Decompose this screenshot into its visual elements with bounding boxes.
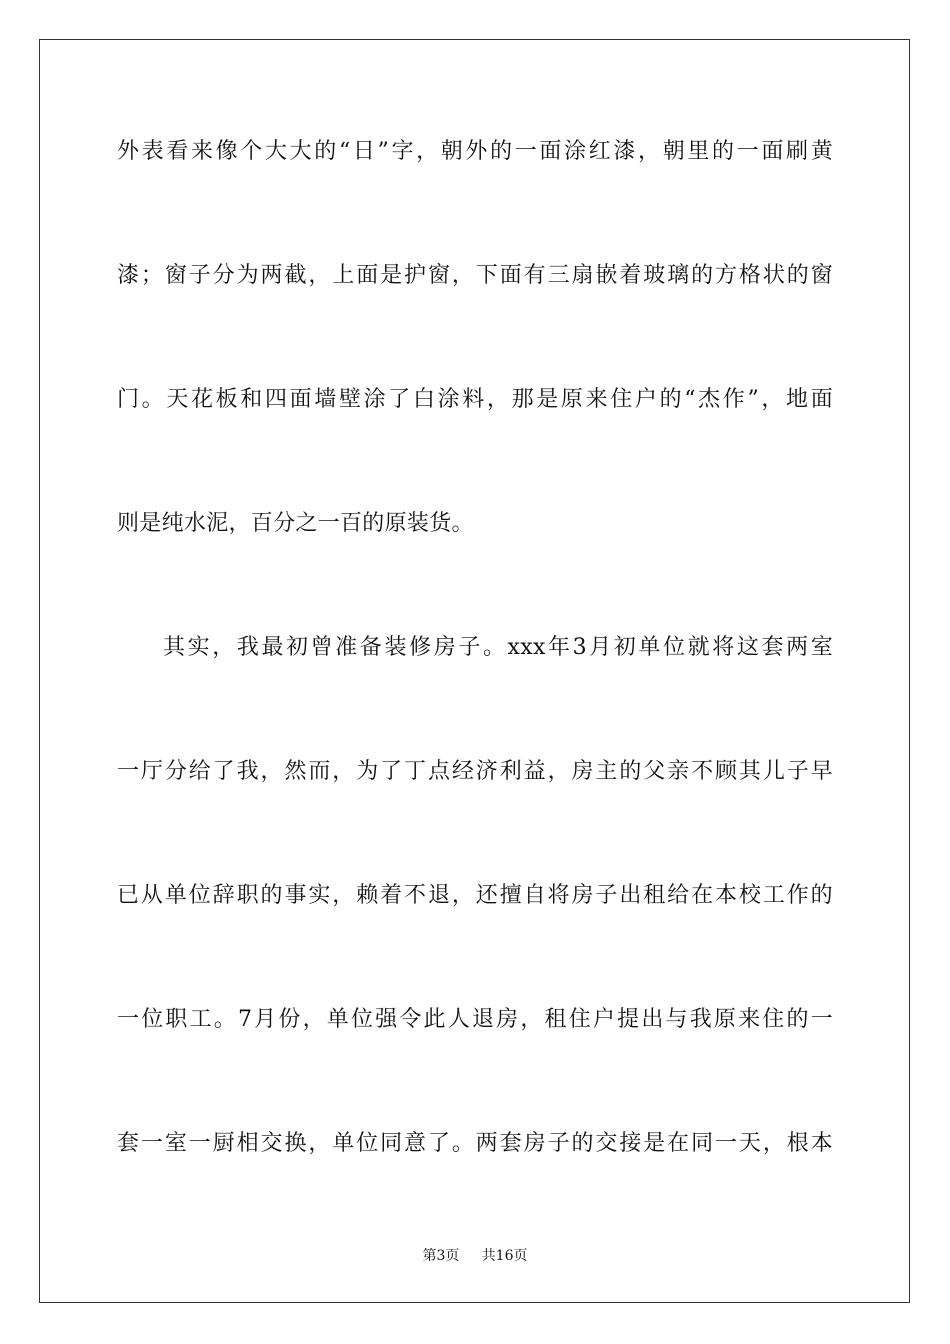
page-total: 共16页 xyxy=(481,1248,528,1264)
paragraph-line: 已从单位辞职的事实，赖着不退，还擅自将房子出租给在本校工作的 xyxy=(117,883,833,908)
paragraph-line: 则是纯水泥，百分之一百的原装货。 xyxy=(117,511,474,536)
page-border xyxy=(39,39,910,1303)
page-footer xyxy=(0,1246,950,1266)
paragraph-line: 一位职工。7月份，单位强令此人退房，租住户提出与我原来住的一 xyxy=(117,1007,833,1032)
footer-spacer xyxy=(464,1248,477,1264)
paragraph-line: 其实，我最初曾准备装修房子。xxx年3月初单位就将这套两室 xyxy=(163,635,833,660)
paragraph-line: 外表看来像个大大的“日”字，朝外的一面涂红漆，朝里的一面刷黄 xyxy=(117,139,833,164)
paragraph-line: 漆；窗子分为两截，上面是护窗，下面有三扇嵌着玻璃的方格状的窗 xyxy=(117,263,833,288)
paragraph-line: 一厅分给了我，然而，为了丁点经济利益，房主的父亲不顾其儿子早 xyxy=(117,759,833,784)
paragraph-line: 套一室一厨相交换，单位同意了。两套房子的交接是在同一天，根本 xyxy=(117,1131,833,1156)
page-number: 第3页 xyxy=(422,1248,460,1264)
paragraph-line: 门。天花板和四面墙壁涂了白涂料，那是原来住户的“杰作”，地面 xyxy=(117,387,833,412)
